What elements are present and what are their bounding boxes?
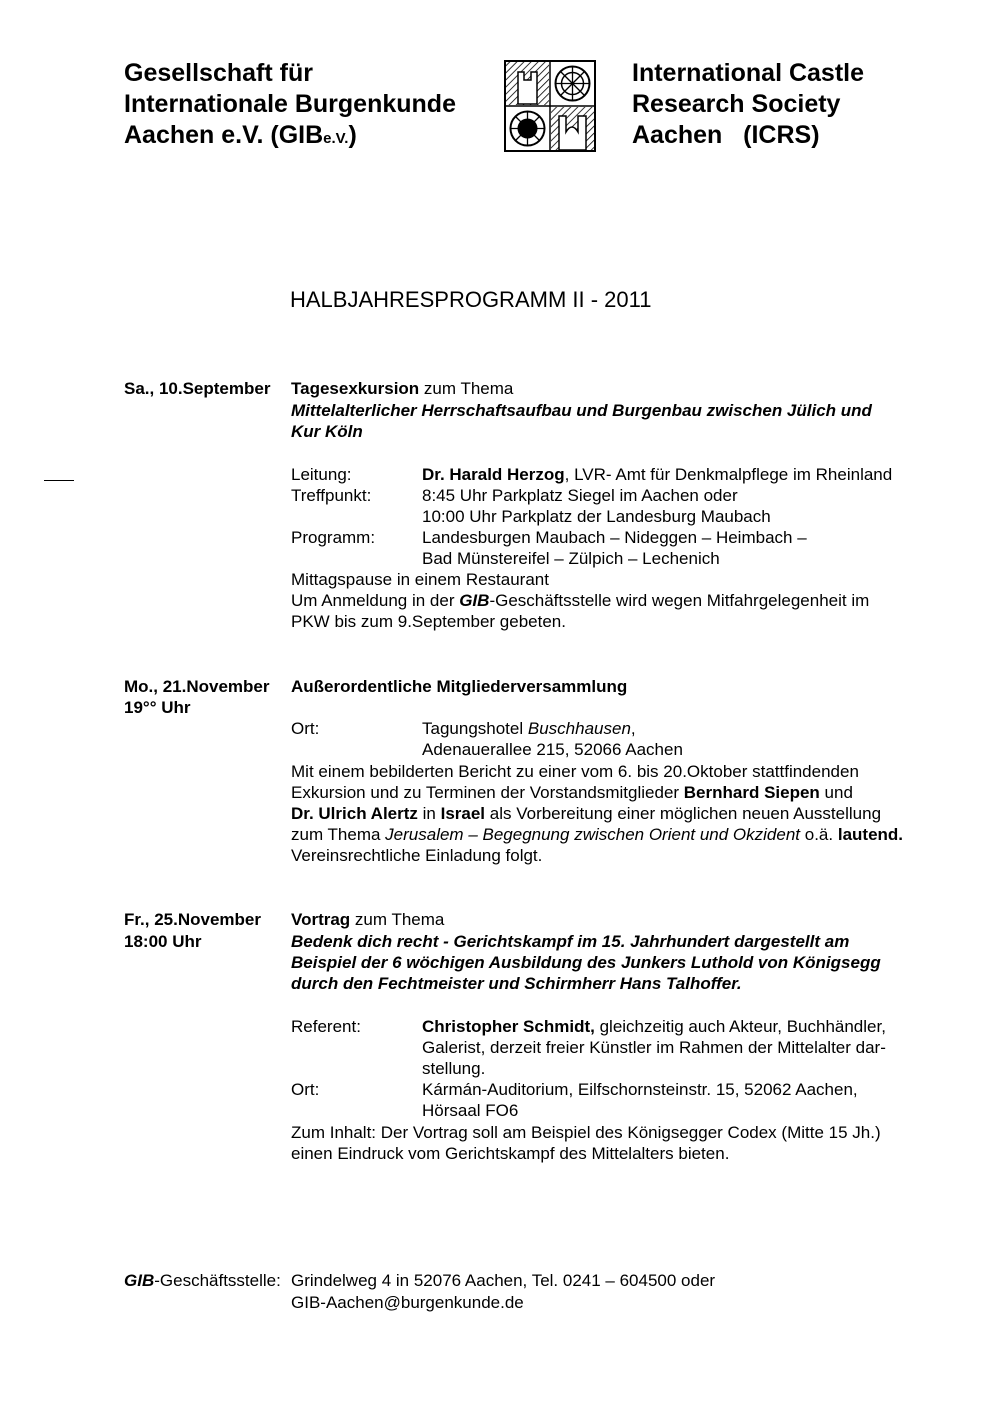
event2-exhibition-title: Jerusalem – Begegnung zwischen Orient und Okzident xyxy=(385,825,801,844)
event2-text-line2-pre: Exkursion und zu Terminen der Vorstandsmitglieder xyxy=(291,783,684,802)
event1-date: Sa., 10.September xyxy=(124,379,271,398)
castle-wheel-logo-icon xyxy=(504,60,596,152)
event3-referent-name: Christopher Schmidt, xyxy=(422,1017,595,1036)
event3-time: 18:00 Uhr xyxy=(124,932,202,951)
event3-topic-line1: Bedenk dich recht - Gerichtskampf im 15. Jahrhundert dargestellt am xyxy=(291,932,850,951)
event3-type-bold: Vortrag xyxy=(291,910,351,929)
header-left-line3-small: e.V. xyxy=(323,130,349,147)
header-left-line3-main: Aachen e.V. (GIB xyxy=(124,121,324,149)
event3-inhalt-line2: einen Eindruck vom Gerichtskampf des Mittelalters bieten. xyxy=(291,1144,730,1163)
margin-dash xyxy=(44,480,74,481)
event2-ort-hotel: Buschhausen xyxy=(527,719,631,738)
event1-anmeldung-pre: Um Anmeldung in der xyxy=(291,591,460,610)
footer-email: GIB-Aachen@burgenkunde.de xyxy=(291,1293,524,1312)
event1-programm-line2: Bad Münstereifel – Zülpich – Lechenich xyxy=(422,549,720,568)
event2-text-line5: Vereinsrechtliche Einladung folgt. xyxy=(291,846,543,865)
event2-ort-line2: Adenauerallee 215, 52066 Aachen xyxy=(422,740,683,759)
event2-person-alertz: Dr. Ulrich Alertz xyxy=(291,804,418,823)
event2-text-line4-pre: zum Thema xyxy=(291,825,386,844)
event1-anmeldung-line2: PKW bis zum 9.September gebeten. xyxy=(291,612,566,631)
event1-leitung-label: Leitung: xyxy=(291,465,352,484)
event2-text-line3 xyxy=(291,803,881,824)
event3-topic-line2: Beispiel der 6 wöchigen Ausbildung des Junkers Luthold von Königsegg xyxy=(291,953,881,972)
header-left-line1: Gesellschaft für xyxy=(124,59,313,87)
event3-type-rest: zum Thema xyxy=(350,910,445,929)
event2-text-line4 xyxy=(291,824,903,845)
event1-anmeldung-post: -Geschäftsstelle wird wegen Mitfahrgelegenheit im xyxy=(489,591,870,610)
event3-referent-rest: gleichzeitig auch Akteur, Buchhändler, xyxy=(594,1017,886,1036)
event3-referent-label: Referent: xyxy=(291,1017,361,1036)
footer-label xyxy=(124,1270,281,1291)
event3-ort-line2: Hörsaal FO6 xyxy=(422,1101,519,1120)
event2-text-line3-mid: in xyxy=(417,804,441,823)
header-left-line3-end: ) xyxy=(348,121,357,149)
event2-text-line1: Mit einem bebilderten Bericht zu einer vom 6. bis 20.Oktober stattfindenden xyxy=(291,762,859,781)
event2-text-line3-post: als Vorbereitung einer möglichen neuen Ausstellung xyxy=(485,804,882,823)
event3-ort-line1: Kármán-Auditorium, Eilfschornsteinstr. 15, 52062 Aachen, xyxy=(422,1080,858,1099)
event3-referent-line1 xyxy=(422,1016,886,1037)
event2-text-line4-mid: o.ä. xyxy=(800,825,838,844)
event2-heading: Außerordentliche Mitgliederversammlung xyxy=(291,677,628,696)
event3-topic-line3: durch den Fechtmeister und Schirmherr Hans Talhoffer. xyxy=(291,974,742,993)
event3-date: Fr., 25.November xyxy=(124,910,262,929)
event1-mittagspause: Mittagspause in einem Restaurant xyxy=(291,570,549,589)
event3-referent-line2: Galerist, derzeit freier Künstler im Rahmen der Mittelalter dar- xyxy=(422,1038,886,1057)
event2-text-line2 xyxy=(291,782,853,803)
footer-gib: GIB xyxy=(124,1271,155,1290)
header-right-line1: International Castle xyxy=(632,59,864,87)
event1-anmeldung-line1 xyxy=(291,590,869,611)
event1-programm-line1: Landesburgen Maubach – Nideggen – Heimbach – xyxy=(422,528,807,547)
event1-leitung-rest: , LVR- Amt für Denkmalpflege im Rheinland xyxy=(564,465,893,484)
event2-ort-line1 xyxy=(422,718,636,739)
event1-leitung-name: Dr. Harald Herzog xyxy=(422,465,565,484)
event2-country-israel: Israel xyxy=(440,804,486,823)
event2-ort-pre: Tagungshotel xyxy=(422,719,528,738)
event1-type-bold: Tagesexkursion xyxy=(291,379,420,398)
event1-type-rest: zum Thema xyxy=(419,379,514,398)
event2-person-siepen: Bernhard Siepen xyxy=(683,783,820,802)
event1-anmeldung-gib: GIB xyxy=(459,591,490,610)
footer-label-rest: -Geschäftsstelle: xyxy=(154,1271,281,1290)
society-name-english xyxy=(632,58,864,151)
event1-leitung-value xyxy=(422,464,892,485)
event2-time: 19°° Uhr xyxy=(124,698,191,717)
event2-date: Mo., 21.November xyxy=(124,677,270,696)
event2-text-line2-post: und xyxy=(819,783,853,802)
header-left-line3 xyxy=(124,120,456,154)
event2-text-line4-bold: lautend. xyxy=(837,825,904,844)
header-left-line2: Internationale Burgenkunde xyxy=(124,90,456,118)
header-right-line3: Aachen (ICRS) xyxy=(632,121,820,149)
event3-referent-line3: stellung. xyxy=(422,1059,486,1078)
society-name-german xyxy=(124,58,456,154)
event1-treffpunkt-label: Treffpunkt: xyxy=(291,486,372,505)
event3-inhalt-line1: Zum Inhalt: Der Vortrag soll am Beispiel des Königsegger Codex (Mitte 15 Jh.) xyxy=(291,1123,881,1142)
page-title: HALBJAHRESPROGRAMM II - 2011 xyxy=(290,287,652,312)
event3-ort-label: Ort: xyxy=(291,1080,320,1099)
header-right-line2: Research Society xyxy=(632,90,841,118)
footer-address: Grindelweg 4 in 52076 Aachen, Tel. 0241 – 604500 oder xyxy=(291,1271,716,1290)
event3-type xyxy=(291,909,444,930)
event1-topic-line1: Mittelalterlicher Herrschaftsaufbau und Burgenbau zwischen Jülich und xyxy=(291,401,872,420)
event2-ort-comma: , xyxy=(630,719,636,738)
event1-programm-label: Programm: xyxy=(291,528,376,547)
event1-type xyxy=(291,378,513,399)
event2-ort-label: Ort: xyxy=(291,719,320,738)
event1-treffpunkt-line1: 8:45 Uhr Parkplatz Siegel im Aachen oder xyxy=(422,486,738,505)
event1-treffpunkt-line2: 10:00 Uhr Parkplatz der Landesburg Maubach xyxy=(422,507,771,526)
event1-topic-line2: Kur Köln xyxy=(291,422,363,441)
